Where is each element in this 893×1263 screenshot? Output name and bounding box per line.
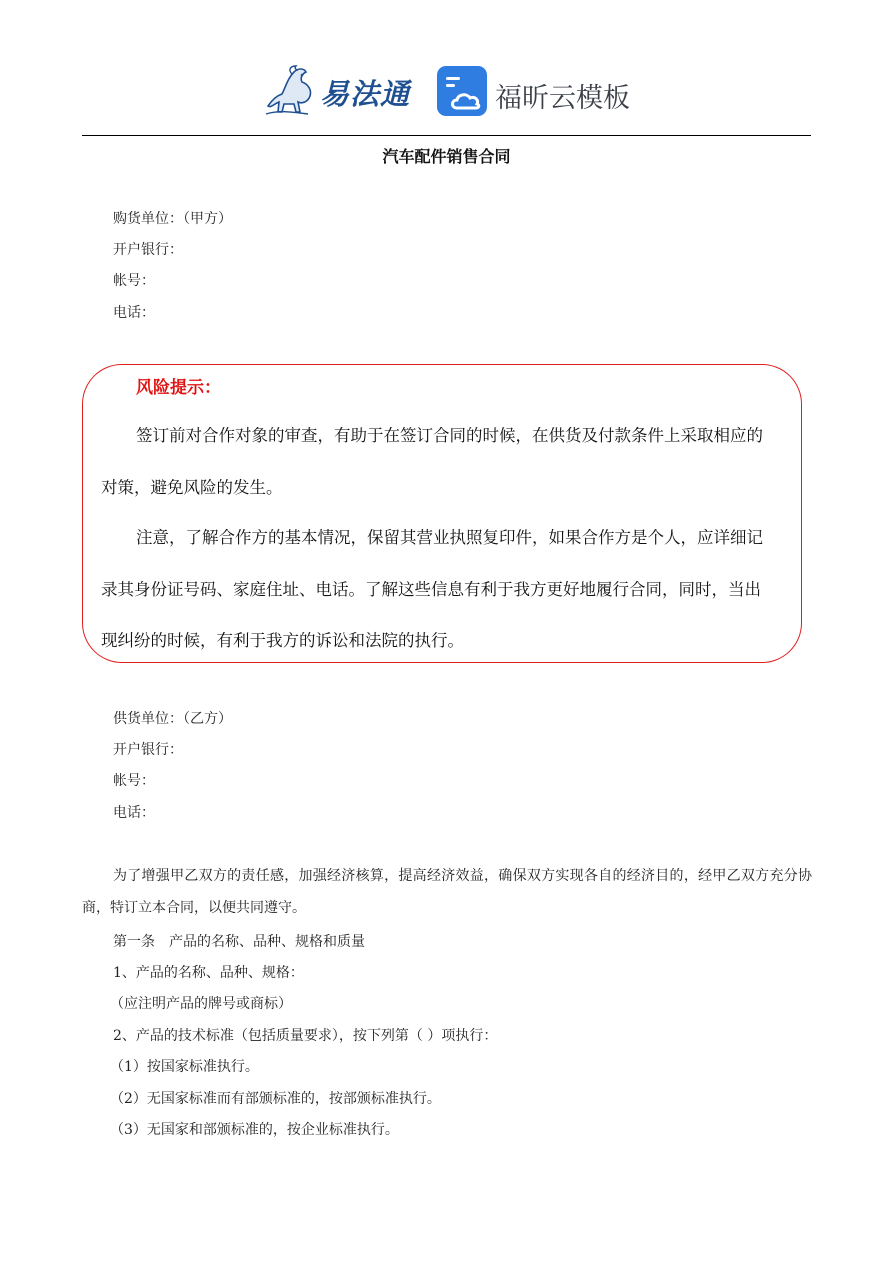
article-1-item-1-note: （应注明产品的牌号或商标） xyxy=(110,996,292,1012)
party-b-account: 帐号： xyxy=(113,773,155,789)
page-header xyxy=(0,60,893,124)
party-a-phone: 电话： xyxy=(113,305,155,321)
risk-notice-line: 签订前对合作对象的审查，有助于在签订合同的时候，在供货及付款条件上采取相应的 xyxy=(136,426,763,445)
party-b-bank: 开户银行： xyxy=(113,742,183,758)
article-1-option-1: （1）按国家标准执行。 xyxy=(110,1059,259,1075)
intro-paragraph: 为了增强甲乙双方的责任感，加强经济核算，提高经济效益，确保双方实现各自的经济目的，经甲乙双方充分协商，特订立本合同，以便共同遵守。 xyxy=(82,868,812,916)
risk-notice-line: 对策，避免风险的发生。 xyxy=(101,478,283,497)
party-a-bank: 开户银行： xyxy=(113,242,183,258)
risk-notice-line: 录其身份证号码、家庭住址、电话。了解这些信息有利于我方更好地履行合同，同时，当出 xyxy=(101,580,761,599)
party-a-account: 帐号： xyxy=(113,273,155,289)
horse-icon xyxy=(262,62,322,118)
article-1-heading: 第一条 产品的名称、品种、规格和质量 xyxy=(113,934,365,950)
cloud-document-icon xyxy=(437,66,487,116)
foxit-brand-text: 福昕云模板 xyxy=(495,83,630,114)
risk-notice-title: 风险提示： xyxy=(136,378,221,398)
article-1-item-2: 2、产品的技术标准（包括质量要求），按下列第（ ）项执行： xyxy=(113,1028,498,1044)
header-divider xyxy=(82,135,811,136)
article-1-item-1: 1、产品的名称、品种、规格： xyxy=(113,965,304,981)
document-title: 汽车配件销售合同 xyxy=(382,147,511,166)
article-1-option-2: （2）无国家标准而有部颁标准的，按部颁标准执行。 xyxy=(110,1091,441,1107)
risk-notice-line: 注意，了解合作方的基本情况，保留其营业执照复印件，如果合作方是个人，应详细记 xyxy=(136,528,763,547)
risk-notice-line: 现纠纷的时候，有利于我方的诉讼和法院的执行。 xyxy=(101,631,464,650)
party-b-unit: 供货单位：（乙方） xyxy=(113,711,232,727)
article-1-option-3: （3）无国家和部颁标准的，按企业标准执行。 xyxy=(110,1122,399,1138)
foxit-cloud-template-logo xyxy=(437,66,647,118)
yifatong-brand-text: 易法通 xyxy=(320,77,411,111)
party-a-unit: 购货单位：（甲方） xyxy=(113,211,232,227)
party-b-phone: 电话： xyxy=(113,805,155,821)
yifatong-logo xyxy=(262,62,412,120)
risk-notice-box xyxy=(82,364,802,663)
